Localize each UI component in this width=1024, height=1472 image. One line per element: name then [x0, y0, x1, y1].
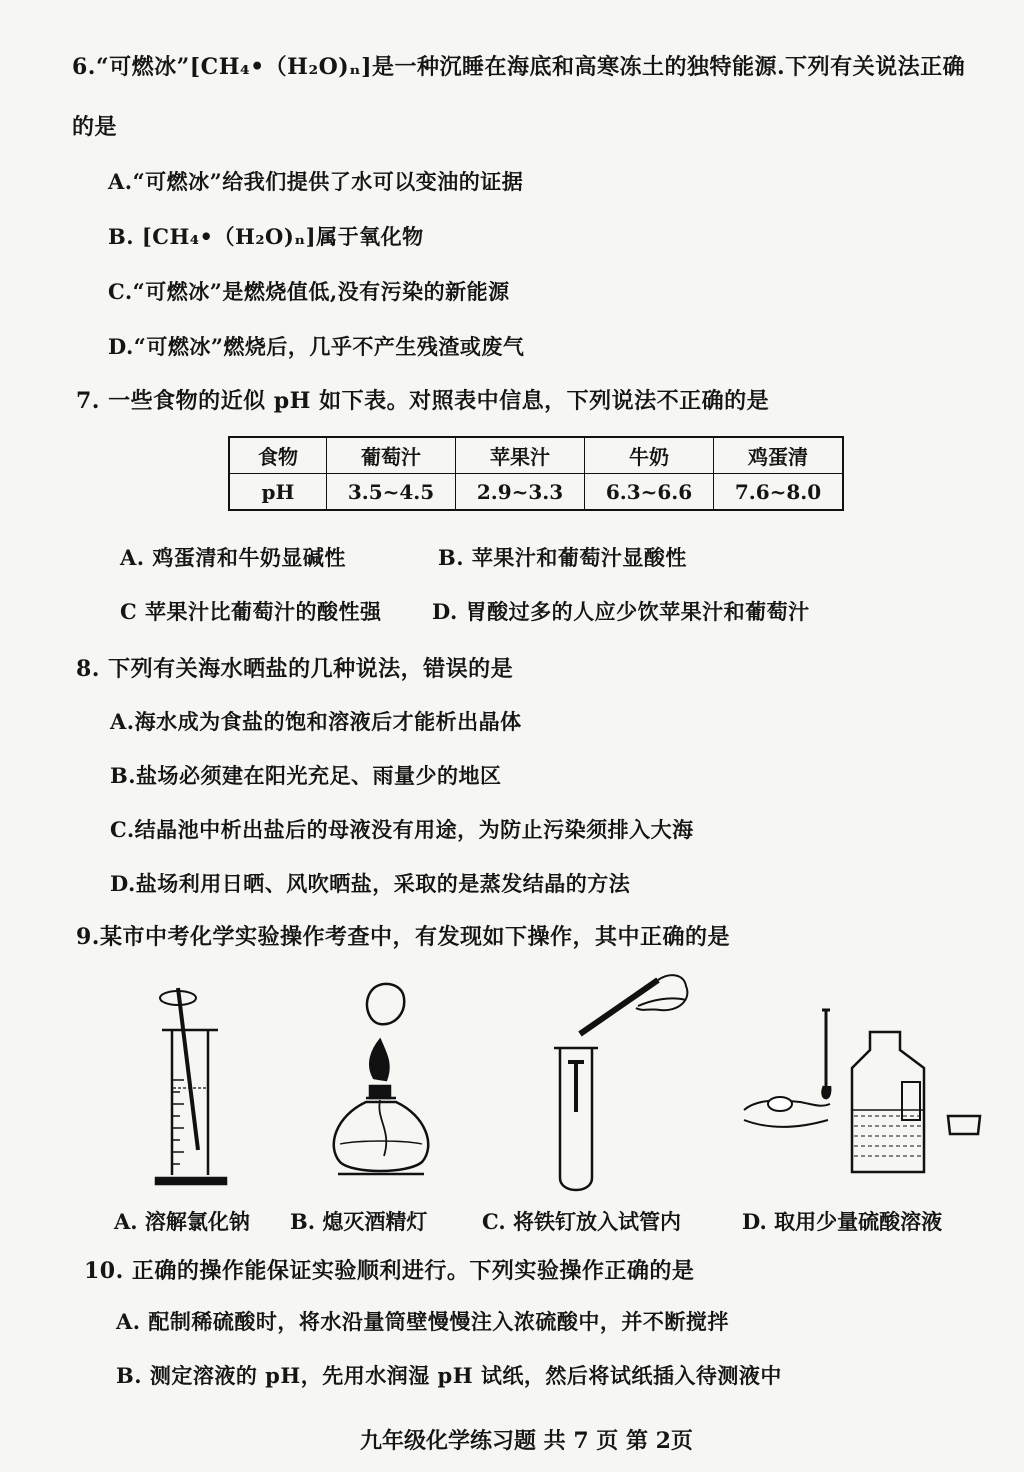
table-cell: 3.5~4.5: [327, 474, 456, 511]
q6-option-b: B. [CH₄•（H₂O)ₙ]属于氧化物: [108, 224, 424, 249]
table-cell: 鸡蛋清: [714, 437, 844, 474]
q8-option-c: C.结晶池中析出盐后的母液没有用途，为防止污染须排入大海: [110, 817, 694, 842]
q8-stem: 8. 下列有关海水晒盐的几种说法，错误的是: [76, 656, 514, 682]
table-cell: 葡萄汁: [327, 437, 456, 474]
table-cell: 2.9~3.3: [456, 474, 585, 511]
q10-stem: 10. 正确的操作能保证实验顺利进行。下列实验操作正确的是: [84, 1258, 695, 1284]
q6-option-c: C.“可燃冰”是燃烧值低,没有污染的新能源: [108, 279, 510, 304]
q9-stem: 9.某市中考化学实验操作考查中，有发现如下操作，其中正确的是: [76, 924, 730, 950]
test-tube-icon: [554, 975, 687, 1190]
q6-option-a: A.“可燃冰”给我们提供了水可以变油的证据: [108, 169, 524, 194]
q9-caption-a: A. 溶解氯化钠: [114, 1209, 250, 1234]
table-cell: 7.6~8.0: [714, 474, 844, 511]
q7-option-c: C 苹果汁比葡萄汁的酸性强: [120, 599, 382, 624]
graduated-cylinder-icon: [156, 988, 226, 1184]
table-cell: 6.3~6.6: [585, 474, 714, 511]
q6-option-d: D.“可燃冰”燃烧后，几乎不产生残渣或废气: [108, 334, 525, 359]
lab-figures: [140, 960, 1000, 1200]
q7-option-b: B. 苹果汁和葡萄汁显酸性: [438, 545, 687, 570]
ph-table: [228, 436, 844, 511]
q9-caption-c: C. 将铁钉放入试管内: [482, 1209, 681, 1234]
q7-stem: 7. 一些食物的近似 pH 如下表。对照表中信息，下列说法不正确的是: [76, 388, 770, 414]
alcohol-lamp-icon: [334, 984, 428, 1174]
table-header-row: [229, 437, 843, 474]
table-row: [229, 474, 843, 511]
q9-caption-b: B. 熄灭酒精灯: [290, 1209, 428, 1234]
q7-option-a: A. 鸡蛋清和牛奶显碱性: [120, 545, 346, 570]
table-cell: 食物: [229, 437, 327, 474]
q6-stem-line1: 6.“可燃冰”[CH₄•（H₂O)ₙ]是一种沉睡在海底和高寒冻土的独特能源.下列有关说法正确: [72, 54, 966, 80]
q8-option-d: D.盐场利用日晒、风吹晒盐，采取的是蒸发结晶的方法: [110, 871, 631, 896]
q9-caption-d: D. 取用少量硫酸溶液: [742, 1209, 943, 1234]
table-cell: pH: [229, 474, 327, 511]
q8-option-b: B.盐场必须建在阳光充足、雨量少的地区: [110, 763, 502, 788]
page-footer: 九年级化学练习题 共 7 页 第 2页: [360, 1428, 693, 1454]
reagent-bottle-icon: [744, 1010, 980, 1172]
q10-option-a: A. 配制稀硫酸时，将水沿量筒壁慢慢注入浓硫酸中，并不断搅拌: [116, 1309, 729, 1334]
q8-option-a: A.海水成为食盐的饱和溶液后才能析出晶体: [110, 709, 522, 734]
table-cell: 苹果汁: [456, 437, 585, 474]
q10-option-b: B. 测定溶液的 pH，先用水润湿 pH 试纸，然后将试纸插入待测液中: [116, 1363, 782, 1388]
table-cell: 牛奶: [585, 437, 714, 474]
q7-option-d: D. 胃酸过多的人应少饮苹果汁和葡萄汁: [432, 599, 810, 624]
q6-stem-line2: 的是: [72, 114, 118, 140]
